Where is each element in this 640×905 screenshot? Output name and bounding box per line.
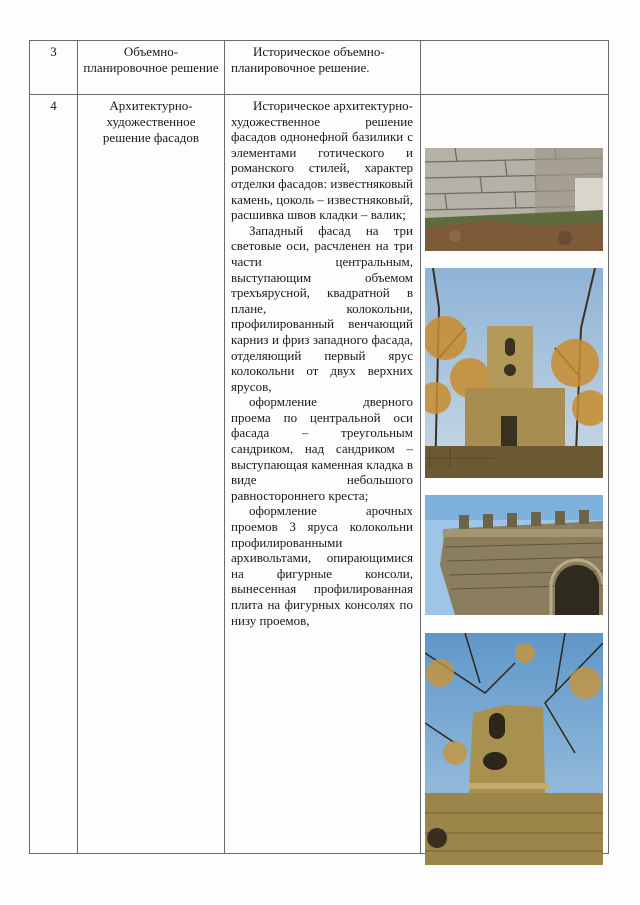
photo-cell — [421, 95, 609, 854]
church-west-facade-photo — [425, 268, 603, 478]
element-name: Объемно-планировочное решение — [78, 41, 225, 95]
description-paragraph: Историческое архитектурно-художественное решение фасадов однонефной базилики с элементами готического и романского стилей, характер отделки фасадов: известняковый камень, цоколь – известняковый, расшивка швов кладки – валик; — [231, 98, 413, 223]
row-number: 4 — [30, 95, 78, 854]
element-description — [225, 95, 421, 854]
table-row — [30, 41, 609, 95]
table-row — [30, 95, 609, 854]
heritage-table — [29, 40, 609, 854]
photo-cell — [421, 41, 609, 95]
description-paragraph: оформление арочных проемов 3 яруса колокольни профилированными архивольтами, опирающимися на фигурные консоли, вынесенная профилированная плита на фигурных консолях по низу проемов, — [231, 503, 413, 628]
element-description — [225, 41, 421, 95]
stone-plinth-photo — [425, 148, 603, 251]
element-name: Архитектурно-художественное решение фасадов — [78, 95, 225, 854]
row-number: 3 — [30, 41, 78, 95]
description-paragraph: Историческое объемно-планировочное решение. — [231, 44, 385, 75]
cornice-frieze-photo — [425, 495, 603, 615]
description-paragraph: оформление дверного проема по центральной оси фасада – треугольным сандриком, над сандриком – выступающая каменная кладка в виде небольшого равностороннего креста; — [231, 394, 413, 503]
description-paragraph: Западный фасад на три световые оси, расчленен на три части центральным, выступающим объемом трехъярусной, квадратной в плане, колокольни, профилированный венчающий карниз и фриз западного фасада, отделяющий первый ярус колокольни от двух верхних ярусов, — [231, 222, 413, 394]
bell-tower-photo — [425, 633, 603, 865]
